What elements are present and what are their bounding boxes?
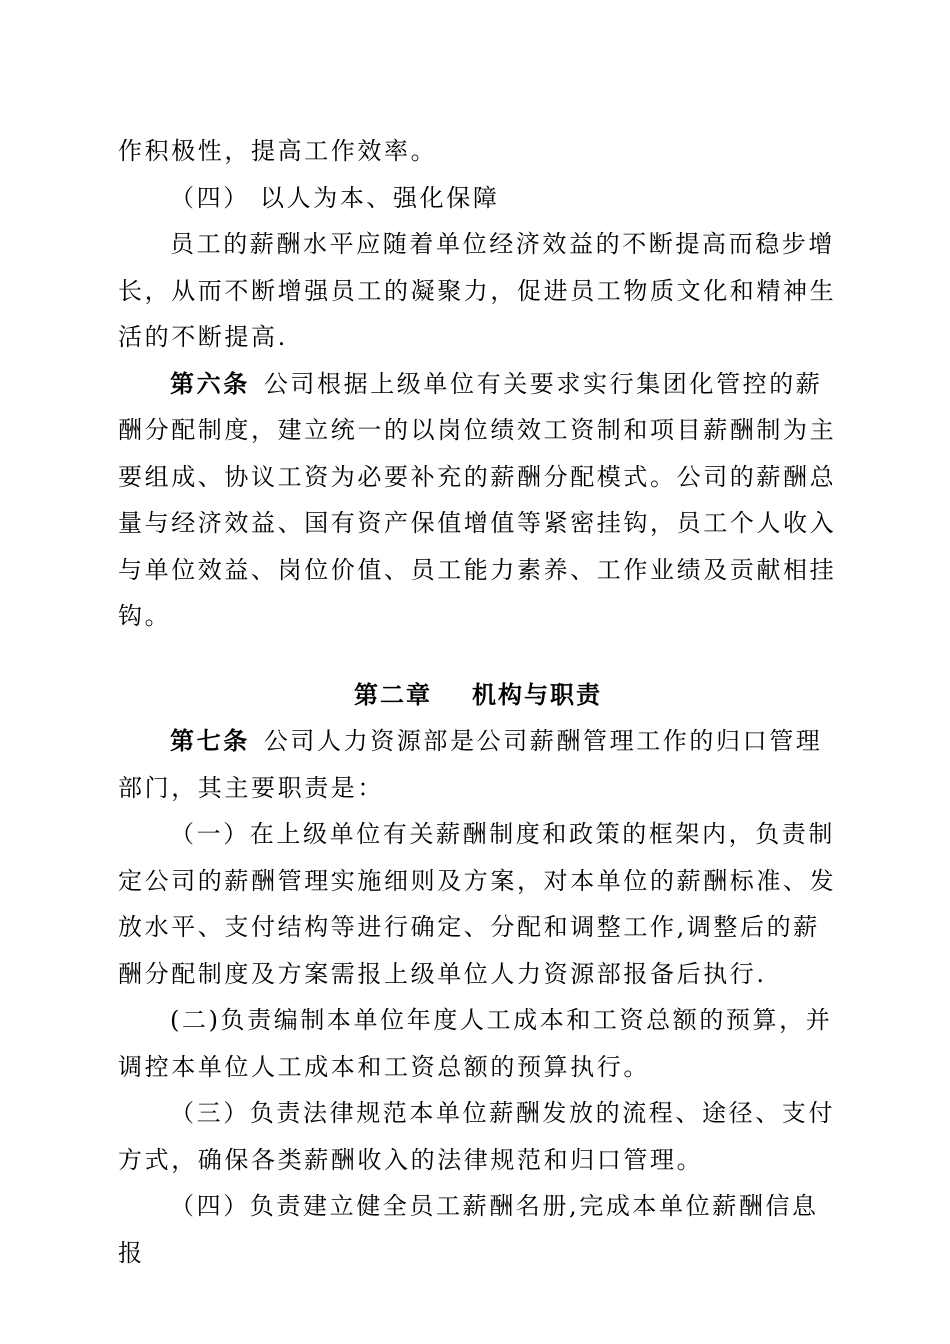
article-seven-text: 公司人力资源部是公司薪酬管理工作的归口管理部门，其主要职责是： xyxy=(118,727,823,802)
list-item-two: (二)负责编制本单位年度人工成本和工资总额的预算，并调控本单位人工成本和工资总额的预算执行。 xyxy=(118,1006,833,1081)
list-item-one: （一）在上级单位有关薪酬制度和政策的框架内，负责制定公司的薪酬管理实施细则及方案，对本单位的薪酬标准、发放水平、支付结构等进行确定、分配和调整工作,调整后的薪酬分配制度及方案需报上级单位人力资源部报备后执行. xyxy=(118,820,837,988)
article-six-label: 第六条 xyxy=(170,369,250,398)
list-item-three: （三）负责法律规范本单位薪酬发放的流程、途径、支付方式，确保各类薪酬收入的法律规范和归口管理。 xyxy=(118,1099,835,1174)
chapter-number: 第二章 xyxy=(354,680,432,709)
section-heading-four: （四） 以人为本、强化保障 xyxy=(170,183,500,212)
paragraph-people-oriented: 员工的薪酬水平应随着单位经济效益的不断提高而稳步增长，从而不断增强员工的凝聚力，促进员工物质文化和精神生活的不断提高. xyxy=(118,230,837,351)
list-item-four: （四）负责建立健全员工薪酬名册,完成本单位薪酬信息报 xyxy=(118,1192,819,1267)
document-page xyxy=(118,128,838,1276)
article-six-text: 公司根据上级单位有关要求实行集团化管控的薪酬分配制度，建立统一的以岗位绩效工资制和项目薪酬制为主要组成、协议工资为必要补充的薪酬分配模式。公司的薪酬总量与经济效益、国有资产保值增值等紧密挂钩，员工个人收入与单位效益、岗位价值、员工能力素养、工作业绩及贡献相挂钩。 xyxy=(118,369,837,630)
chapter-heading xyxy=(118,640,838,719)
article-six xyxy=(118,361,838,640)
chapter-title: 机构与职责 xyxy=(472,680,602,709)
article-seven xyxy=(118,718,838,811)
paragraph-continuation: 作积极性，提高工作效率。 xyxy=(118,137,438,165)
article-seven-label: 第七条 xyxy=(170,727,250,755)
